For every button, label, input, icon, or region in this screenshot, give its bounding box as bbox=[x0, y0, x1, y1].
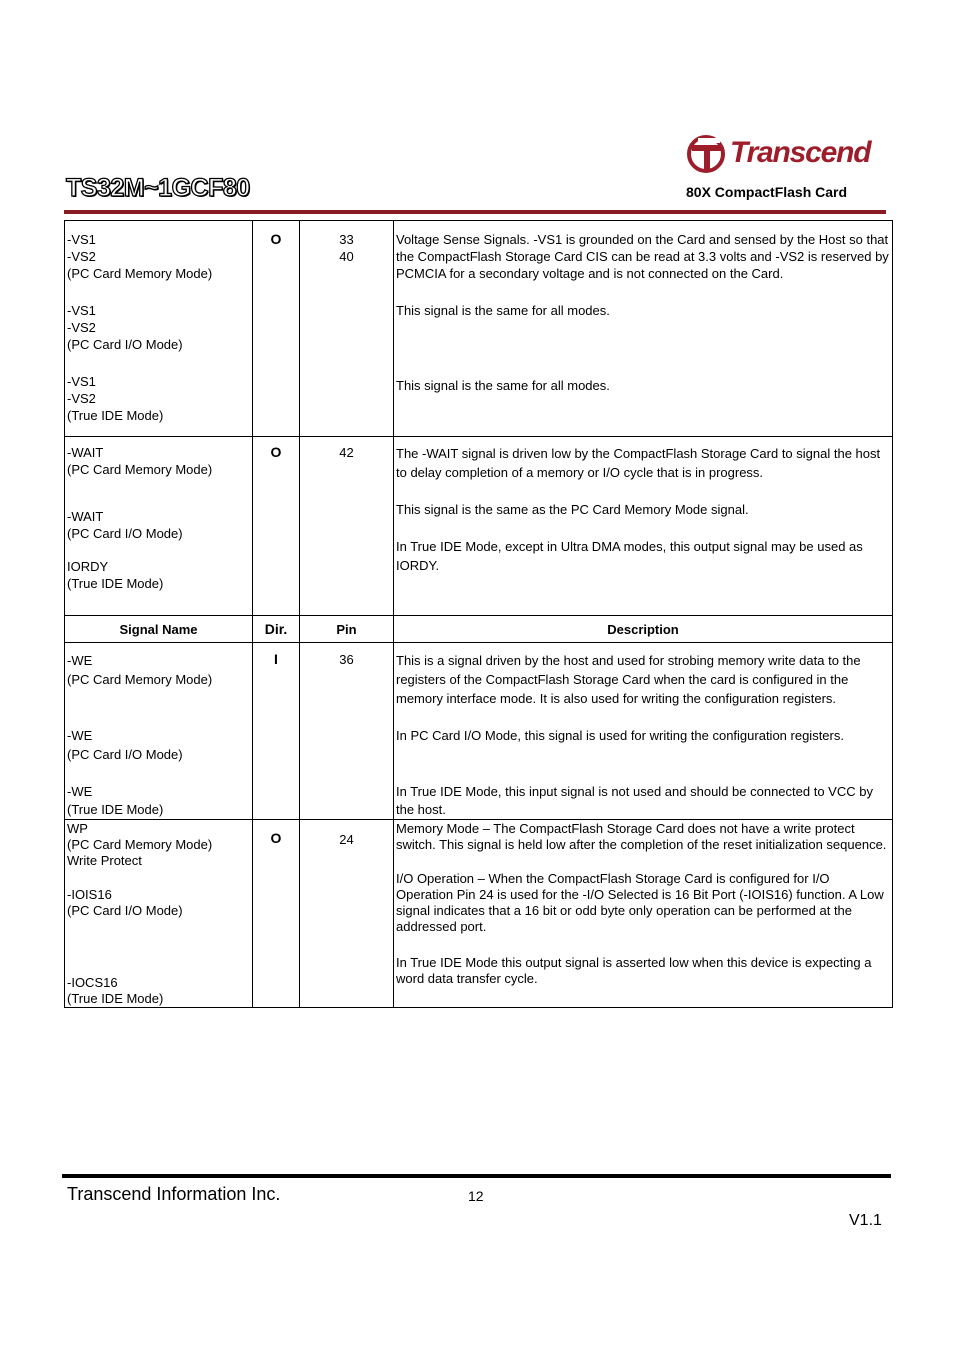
footer-company: Transcend Information Inc. bbox=[67, 1184, 281, 1204]
description-ide-mode: This signal is the same for all modes. bbox=[396, 378, 610, 393]
pin-cell: 42 bbox=[300, 437, 394, 616]
signal-memory-mode: -VS1 -VS2 (PC Card Memory Mode) bbox=[67, 232, 213, 281]
signal-ide-mode: -WE (True IDE Mode) bbox=[67, 784, 164, 817]
column-header-direction: Dir. bbox=[253, 616, 300, 643]
description-io-mode: This signal is the same as the PC Card Memory Mode signal. bbox=[396, 502, 749, 517]
description-cell bbox=[394, 820, 893, 1008]
signal-ide-mode: -IOCS16 (True IDE Mode) bbox=[67, 975, 164, 1006]
description-cell bbox=[394, 437, 893, 616]
description-cell bbox=[394, 643, 893, 820]
signal-ide-mode: IORDY (True IDE Mode) bbox=[67, 559, 164, 591]
page-number: 12 bbox=[468, 1188, 484, 1204]
brand-name: Transcend bbox=[730, 136, 871, 169]
signal-name-cell bbox=[65, 820, 253, 1008]
signal-table bbox=[64, 220, 893, 1008]
description-memory-mode: Voltage Sense Signals. -VS1 is grounded on the Card and sensed by the Host so that the CompactFlash Storage Card CIS can be read at 3.3 volts and -VS2 is reserved by PCMCIA for a secondary voltage and is not connected on the Card. bbox=[396, 232, 889, 281]
signal-ide-mode: -VS1 -VS2 (True IDE Mode) bbox=[67, 374, 164, 423]
column-header-signal-name: Signal Name bbox=[65, 616, 253, 643]
transcend-logo-icon bbox=[686, 134, 728, 174]
description-memory-mode: This is a signal driven by the host and used for strobing memory write data to the registers of the CompactFlash Storage Card when the card is configured in the memory interface mode. It is also used for writing the configuration registers. bbox=[396, 653, 861, 706]
footer-rule bbox=[62, 1174, 891, 1178]
table-row bbox=[65, 437, 893, 616]
signal-name-cell bbox=[65, 437, 253, 616]
signal-name-cell bbox=[65, 221, 253, 437]
table-row bbox=[65, 643, 893, 820]
brand-logo bbox=[686, 134, 886, 176]
table-header-row bbox=[65, 616, 893, 643]
column-header-pin: Pin bbox=[300, 616, 394, 643]
signal-name-cell bbox=[65, 643, 253, 820]
description-io-mode: I/O Operation – When the CompactFlash Storage Card is configured for I/O Operation Pin 24 is used for the -I/O Selected is 16 Bit Port (-IOIS16) function. A Low signal indicates that a 16 bit or odd byte only operation can be performed at the addressed port. bbox=[396, 871, 884, 934]
header-rule bbox=[64, 210, 886, 214]
table-row bbox=[65, 820, 893, 1008]
description-memory-mode: The -WAIT signal is driven low by the CompactFlash Storage Card to signal the host to delay completion of a memory or I/O cycle that is in progress. bbox=[396, 446, 881, 480]
description-io-mode: In PC Card I/O Mode, this signal is used for writing the configuration registers. bbox=[396, 728, 844, 743]
signal-io-mode: -IOIS16 (PC Card I/O Mode) bbox=[67, 887, 183, 918]
signal-memory-mode: -WAIT (PC Card Memory Mode) bbox=[67, 445, 213, 477]
description-ide-mode: In True IDE Mode this output signal is asserted low when this device is expecting a word data transfer cycle. bbox=[396, 955, 872, 986]
direction-cell: O bbox=[253, 820, 300, 1008]
description-ide-mode: In True IDE Mode, this input signal is not used and should be connected to VCC by the host. bbox=[396, 784, 873, 817]
description-memory-mode: Memory Mode – The CompactFlash Storage Card does not have a write protect switch. This signal is held low after the completion of the reset initialization sequence. bbox=[396, 821, 887, 852]
pin-cell: 33 40 bbox=[300, 221, 394, 437]
description-io-mode: This signal is the same for all modes. bbox=[396, 303, 610, 318]
product-name: 80X CompactFlash Card bbox=[686, 184, 848, 200]
column-header-description: Description bbox=[394, 616, 893, 643]
description-cell bbox=[394, 221, 893, 437]
pin-cell: 36 bbox=[300, 643, 394, 820]
signal-io-mode: -VS1 -VS2 (PC Card I/O Mode) bbox=[67, 303, 183, 352]
signal-memory-mode: -WE (PC Card Memory Mode) bbox=[67, 653, 213, 687]
table-row bbox=[65, 221, 893, 437]
document-version: V1.1 bbox=[849, 1212, 882, 1229]
direction-cell: O bbox=[253, 437, 300, 616]
signal-io-mode: -WAIT (PC Card I/O Mode) bbox=[67, 509, 183, 541]
signal-memory-mode: WP (PC Card Memory Mode) Write Protect bbox=[67, 821, 213, 868]
model-title: TS32M~1GCF80 bbox=[66, 174, 250, 202]
pin-cell: 24 bbox=[300, 820, 394, 1008]
direction-cell: I bbox=[253, 643, 300, 820]
description-ide-mode: In True IDE Mode, except in Ultra DMA modes, this output signal may be used as IORDY. bbox=[396, 539, 863, 573]
direction-cell: O bbox=[253, 221, 300, 437]
signal-io-mode: -WE (PC Card I/O Mode) bbox=[67, 728, 183, 762]
